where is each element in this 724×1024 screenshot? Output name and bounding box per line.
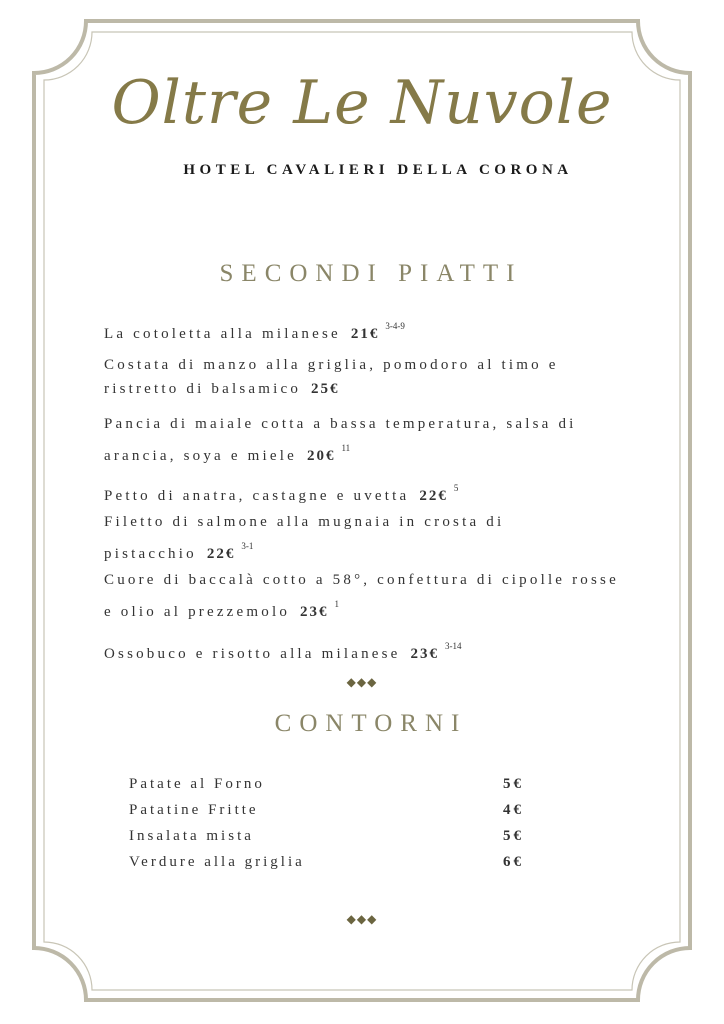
diamond-divider-bottom: ◆◆◆ (346, 912, 378, 926)
menu-item: La cotoletta alla milanese 21€ $^{3-4-9}$ (104, 321, 405, 342)
menu-item: Ossobuco e risotto alla milanese 23€ $^{3-14}$ (104, 641, 462, 662)
menu-item: Filetto di salmone alla mugnaia in crosta di pistacchio 22€ $^{3-1}$ (104, 514, 505, 562)
section-heading-contorni: CONTORNI (274, 710, 468, 737)
restaurant-logo-title: Oltre Le Nuvole (111, 68, 613, 138)
menu-item: Costata di manzo alla griglia, pomodoro al timo e ristretto di balsamico 25€ (104, 357, 559, 397)
side-item: Insalata mista 5€ (129, 828, 524, 844)
section-heading-secondi: SECONDI PIATTI (219, 260, 523, 287)
side-item: Patate al Forno 5€ (129, 776, 524, 792)
side-item: Patatine Fritte 4€ (129, 802, 524, 818)
menu-item: Cuore di baccalà cotto a 58°, confettura di cipolle rosse e olio al prezzemolo 23€ $^1$ (104, 572, 619, 620)
diamond-divider: ◆◆◆ (346, 675, 378, 689)
menu-item: Petto di anatra, castagne e uvetta 22€ $^5$ (104, 483, 459, 504)
hotel-name: HOTEL CAVALIERI DELLA CORONA (183, 162, 573, 178)
menu-item: Pancia di maiale cotta a bassa temperatura, salsa di arancia, soya e miele 20€ $^{11}$ (104, 416, 577, 464)
side-item: Verdure alla griglia 6€ (129, 854, 524, 870)
